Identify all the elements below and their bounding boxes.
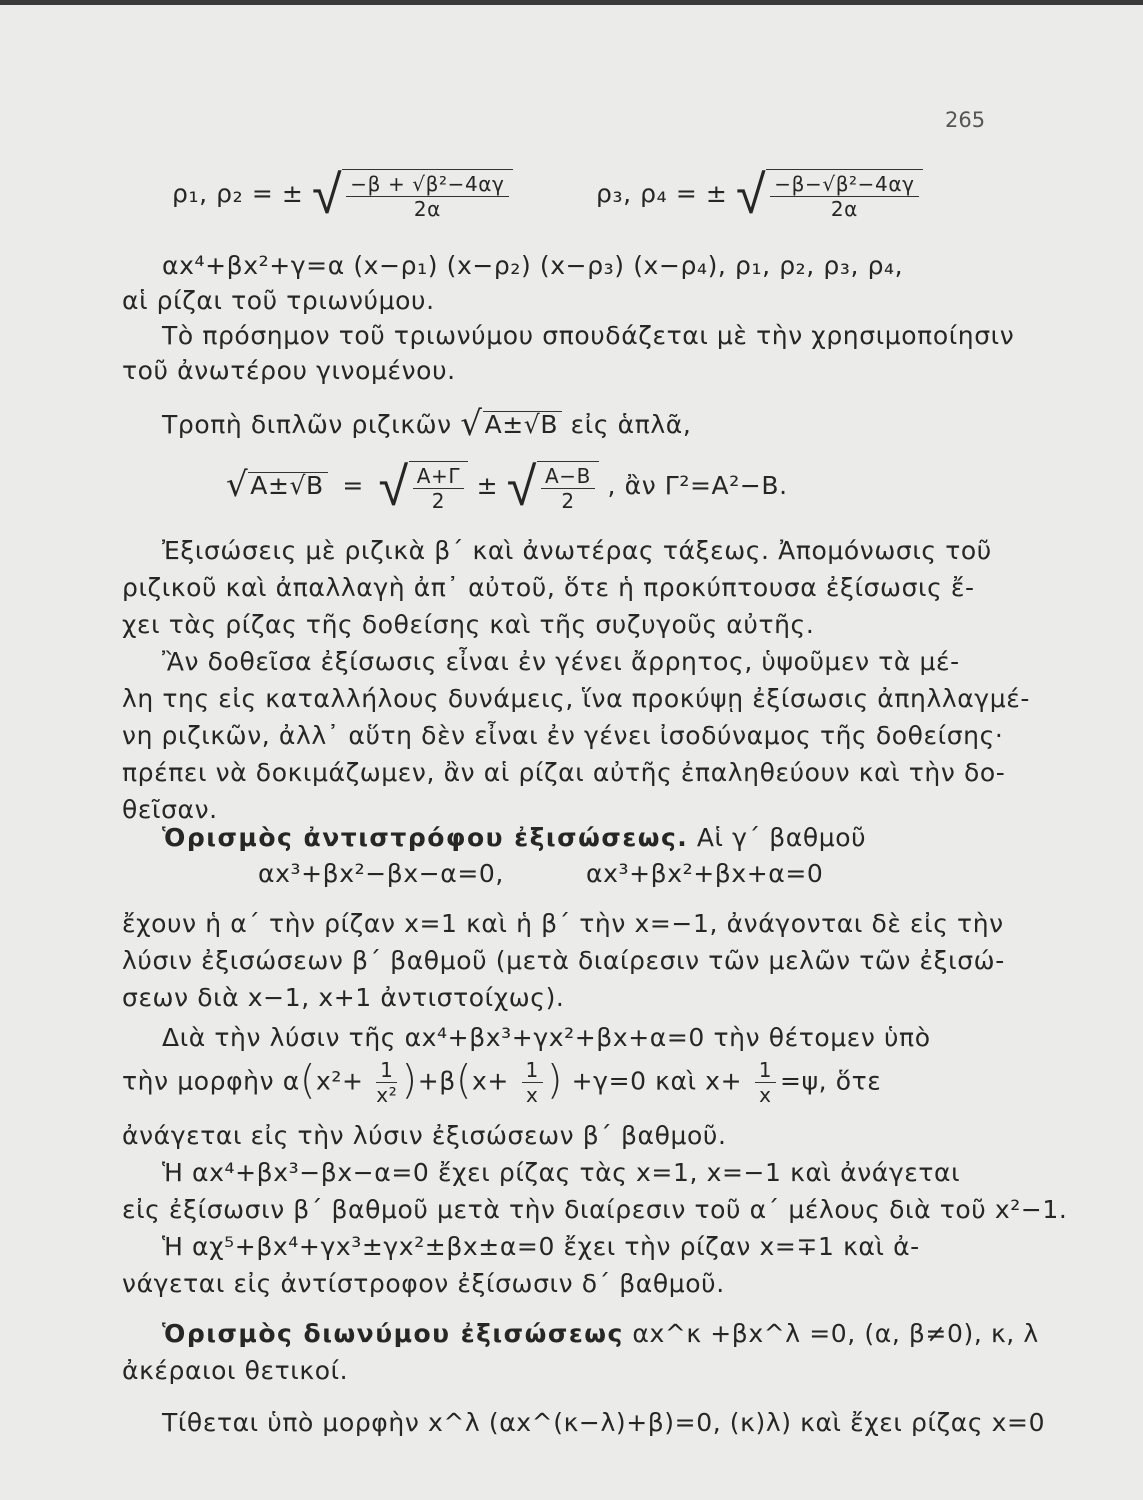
- scan-top-edge: [0, 0, 1143, 5]
- sign-paragraph-line-1: Τὸ πρόσημον τοῦ τριωνύμου σπουδάζεται μὲ τὴν χρησιμοποίησιν: [162, 321, 1015, 350]
- reciprocal-eq3-line-2: εἰς ἐξίσωσιν β΄ βαθμοῦ μετὰ τὴν διαίρεσιν τοῦ α΄ μέλους διὰ τοῦ x²−1.: [122, 1195, 1068, 1224]
- irrational-eq-line-2: λη της εἰς καταλλήλους δυνάμεις, ἵνα προκύψῃ ἐξίσωσις ἀπηλλαγμέ-: [122, 684, 1030, 713]
- irrational-eq-line-3: νη ριζικῶν, ἀλλ᾽ αὕτη δὲν εἶναι ἐν γένει ἰσοδύναμος τῆς δοθείσης·: [122, 721, 1004, 750]
- double-radicals-intro: Τροπὴ διπλῶν ριζικῶν √A±√B εἰς ἁπλᾶ,: [162, 404, 692, 444]
- factorization-line: αx⁴+βx²+γ=α (x−ρ₁) (x−ρ₂) (x−ρ₃) (x−ρ₄), ρ₁, ρ₂, ρ₃, ρ₄,: [162, 251, 904, 280]
- roots-formula-left: ρ₁, ρ₂ = ± √ $\frac{\text{−β + √β²−4αγ}}{2\alpha}$: [172, 168, 513, 222]
- binomial-heading-line: Ὁρισμὸς διωνύμου ἐξισώσεως αx^κ +βx^λ =0, (α, β≠0), κ, λ: [162, 1319, 1039, 1348]
- irrational-eq-line-1: Ἂν δοθεῖσα ἐξίσωσις εἶναι ἐν γένει ἄρρητος, ὑψοῦμεν τὰ μέ-: [162, 647, 960, 676]
- reciprocal-text-1: ἔχουν ἡ α΄ τὴν ρίζαν x=1 καὶ ἡ β΄ τὴν x=−1, ἀνάγονται δὲ εἰς τὴν: [122, 909, 1004, 938]
- reciprocal-text-3: σεων διὰ x−1, x+1 ἀντιστοίχως).: [122, 983, 565, 1012]
- reciprocal-after-form: ἀνάγεται εἰς τὴν λύσιν ἐξισώσεων β΄ βαθμοῦ.: [122, 1121, 727, 1150]
- irrational-eq-line-5: θεῖσαν.: [122, 795, 218, 824]
- reciprocal-eq3-line-1: Ἡ αx⁴+βx³−βx−α=0 ἔχει ρίζας τὰς x=1, x=−1 καὶ ἀνάγεται: [162, 1158, 961, 1187]
- reciprocal-eq-1: αx³+βx²−βx−α=0,: [258, 859, 504, 888]
- reciprocal-eq-2: αx³+βx²+βx+α=0: [586, 859, 824, 888]
- radical-eq-line-3: χει τὰς ρίζας τῆς δοθείσης καὶ τῆς συζυγοῦς αὐτῆς.: [122, 610, 815, 639]
- roots-right-label: ρ₃, ρ₄ = ±: [596, 179, 728, 208]
- binomial-heading: Ὁρισμὸς διωνύμου ἐξισώσεως: [162, 1319, 624, 1348]
- reciprocal-heading-line: Ὁρισμὸς ἀντιστρόφου ἐξισώσεως. Αἱ γ΄ βαθμοῦ: [162, 823, 867, 852]
- roots-left-fraction: $\frac{\text{−β + √β²−4αγ}}{2\alpha}$: [346, 172, 508, 221]
- reciprocal-substitution: τὴν μορφὴν α(x²+ $\frac{1}{\text{x²}}$ )+β(x+ $\frac{1}{x}$ ) +γ=0 καὶ x+ $\frac{1}{x}$ =ψ, ὅτε: [122, 1057, 882, 1107]
- roots-left-label: ρ₁, ρ₂ = ±: [172, 179, 304, 208]
- roots-right-fraction: $\frac{\text{−β−√β²−4αγ}}{2\alpha}$: [770, 172, 918, 221]
- reciprocal-eq4-line-2: νάγεται εἰς ἀντίστροφον ἐξίσωσιν δ΄ βαθμοῦ.: [122, 1269, 725, 1298]
- reciprocal-solve-line: Διὰ τὴν λύσιν τῆς αx⁴+βx³+γx²+βx+α=0 τὴν θέτομεν ὑπὸ: [162, 1023, 931, 1052]
- roots-formula-right: ρ₃, ρ₄ = ± √ $\frac{\text{−β−√β²−4αγ}}{2\alpha}$: [596, 168, 923, 222]
- reciprocal-text-2: λύσιν ἐξισώσεων β΄ βαθμοῦ (μετὰ διαίρεσιν τῶν μελῶν τῶν ἐξισώ-: [122, 946, 1005, 975]
- binomial-line-3: Τίθεται ὑπὸ μορφὴν x^λ (αx^(κ−λ)+β)=0, (κ)λ) καὶ ἔχει ρίζας x=0: [162, 1408, 1046, 1437]
- binomial-line-2: ἀκέραιοι θετικοί.: [122, 1356, 349, 1385]
- sign-paragraph-line-2: τοῦ ἀνωτέρου γινομένου.: [122, 356, 456, 385]
- double-radical-expr: A±√B: [483, 411, 563, 438]
- radical-eq-line-2: ριζικοῦ καὶ ἀπαλλαγὴ ἀπ᾽ αὐτοῦ, ὅτε ἡ προκύπτουσα ἐξίσωσις ἔ-: [122, 573, 975, 602]
- factorization-line-2: αἱ ρίζαι τοῦ τριωνύμου.: [122, 286, 435, 315]
- reciprocal-eq4-line-1: Ἡ αχ⁵+βx⁴+γx³±γx²±βx±α=0 ἔχει τὴν ρίζαν x=∓1 καὶ ἀ-: [162, 1232, 920, 1261]
- double-radicals-formula: √A±√B = √ $\frac{A+\Gamma}{2}$ ± √ $\frac{A-B}{2}$ , ἂν Γ²=A²−B.: [226, 455, 788, 518]
- page-number: 265: [945, 108, 986, 132]
- irrational-eq-line-4: πρέπει νὰ δοκιμάζωμεν, ἂν αἱ ρίζαι αὐτῆς ἐπαληθεύουν καὶ τὴν δο-: [122, 758, 1006, 787]
- radical-eq-line-1: Ἐξισώσεις μὲ ριζικὰ β΄ καὶ ἀνωτέρας τάξεως. Ἀπομόνωσις τοῦ: [162, 536, 992, 565]
- reciprocal-heading: Ὁρισμὸς ἀντιστρόφου ἐξισώσεως.: [162, 823, 689, 852]
